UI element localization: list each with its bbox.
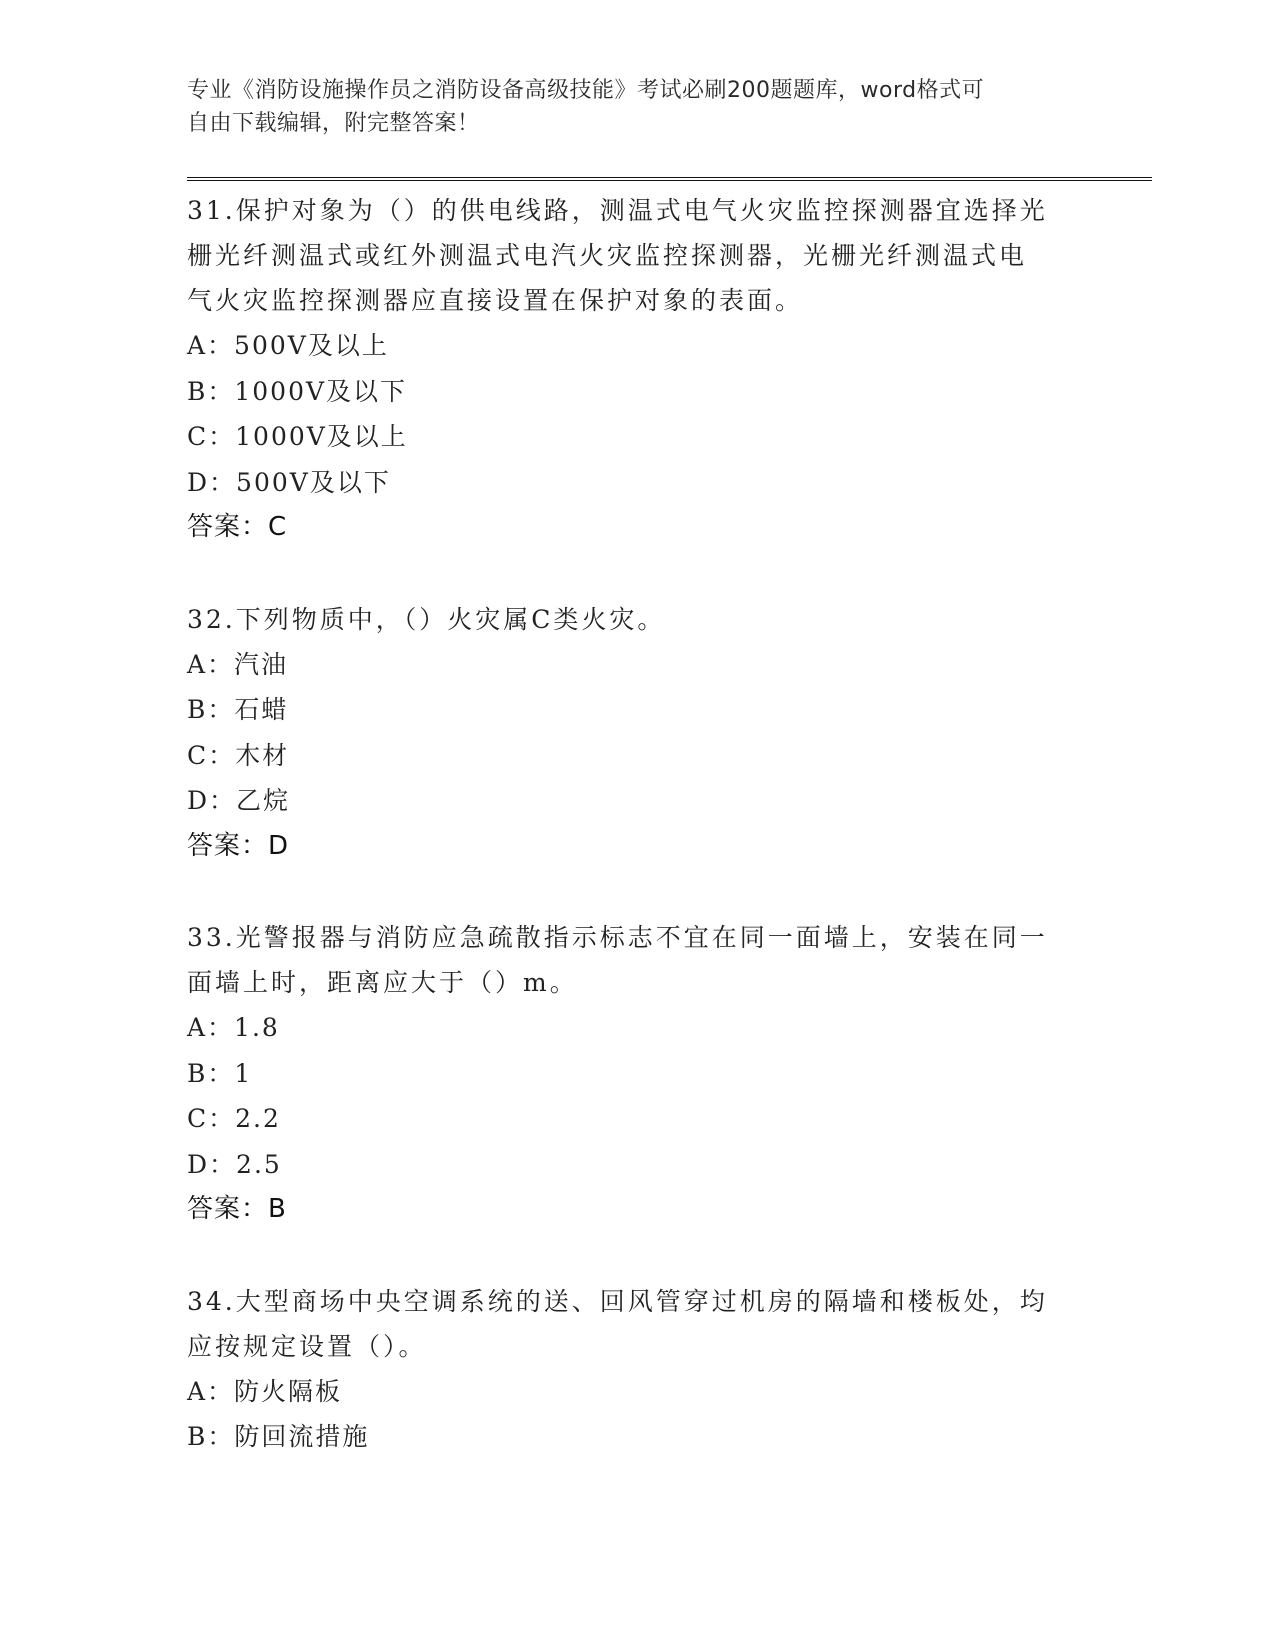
question-text: 32.下列物质中，（）火灾属C类火灾。 xyxy=(187,604,666,634)
option-d: D：2.5 xyxy=(187,1149,282,1179)
header-line: 自由下载编辑，附完整答案！ xyxy=(187,111,480,136)
question-text: 31.保护对象为（）的供电线路，测温式电气火灾监控探测器宜选择光 xyxy=(187,196,1048,225)
question-text: 应按规定设置（）。 xyxy=(187,1331,427,1361)
header-divider xyxy=(187,177,1152,181)
option-c: C：木材 xyxy=(187,740,290,770)
document-header xyxy=(187,74,1087,140)
option-a: A：500V及以上 xyxy=(187,331,389,360)
answer: 答案：D xyxy=(187,830,290,861)
option-b: B：防回流措施 xyxy=(187,1422,370,1451)
option-a: A：1.8 xyxy=(187,1013,280,1042)
option-d: D：乙烷 xyxy=(187,786,291,815)
answer: 答案：C xyxy=(187,512,288,542)
option-a: A：汽油 xyxy=(187,649,289,679)
question-text: 34.大型商场中央空调系统的送、回风管穿过机房的隔墙和楼板处，均 xyxy=(187,1286,1048,1316)
header-line: 专业《消防设施操作员之消防设备高级技能》考试必刷200题题库，word格式可 xyxy=(187,78,985,103)
question-text: 面墙上时，距离应大于（）m。 xyxy=(187,968,578,997)
option-b: B：1000V及以下 xyxy=(187,376,408,406)
option-b: B：1 xyxy=(187,1058,253,1088)
question-31 xyxy=(187,188,1107,551)
question-text: 栅光纤测温式或红外测温式电汽火灾监控探测器，光栅光纤测温式电 xyxy=(187,241,1028,270)
question-32 xyxy=(187,597,1107,870)
option-a: A：防火隔板 xyxy=(187,1376,343,1406)
question-34 xyxy=(187,1279,1107,1460)
question-list xyxy=(187,188,1107,1506)
option-d: D：500V及以下 xyxy=(187,467,391,497)
question-text: 气火灾监控探测器应直接设置在保护对象的表面。 xyxy=(187,286,804,315)
option-c: C：2.2 xyxy=(187,1104,281,1133)
question-33 xyxy=(187,915,1107,1233)
answer: 答案：B xyxy=(187,1194,287,1224)
question-text: 33.光警报器与消防应急疏散指示标志不宜在同一面墙上，安装在同一 xyxy=(187,923,1048,952)
option-b: B：石蜡 xyxy=(187,695,289,724)
option-c: C：1000V及以上 xyxy=(187,422,408,451)
